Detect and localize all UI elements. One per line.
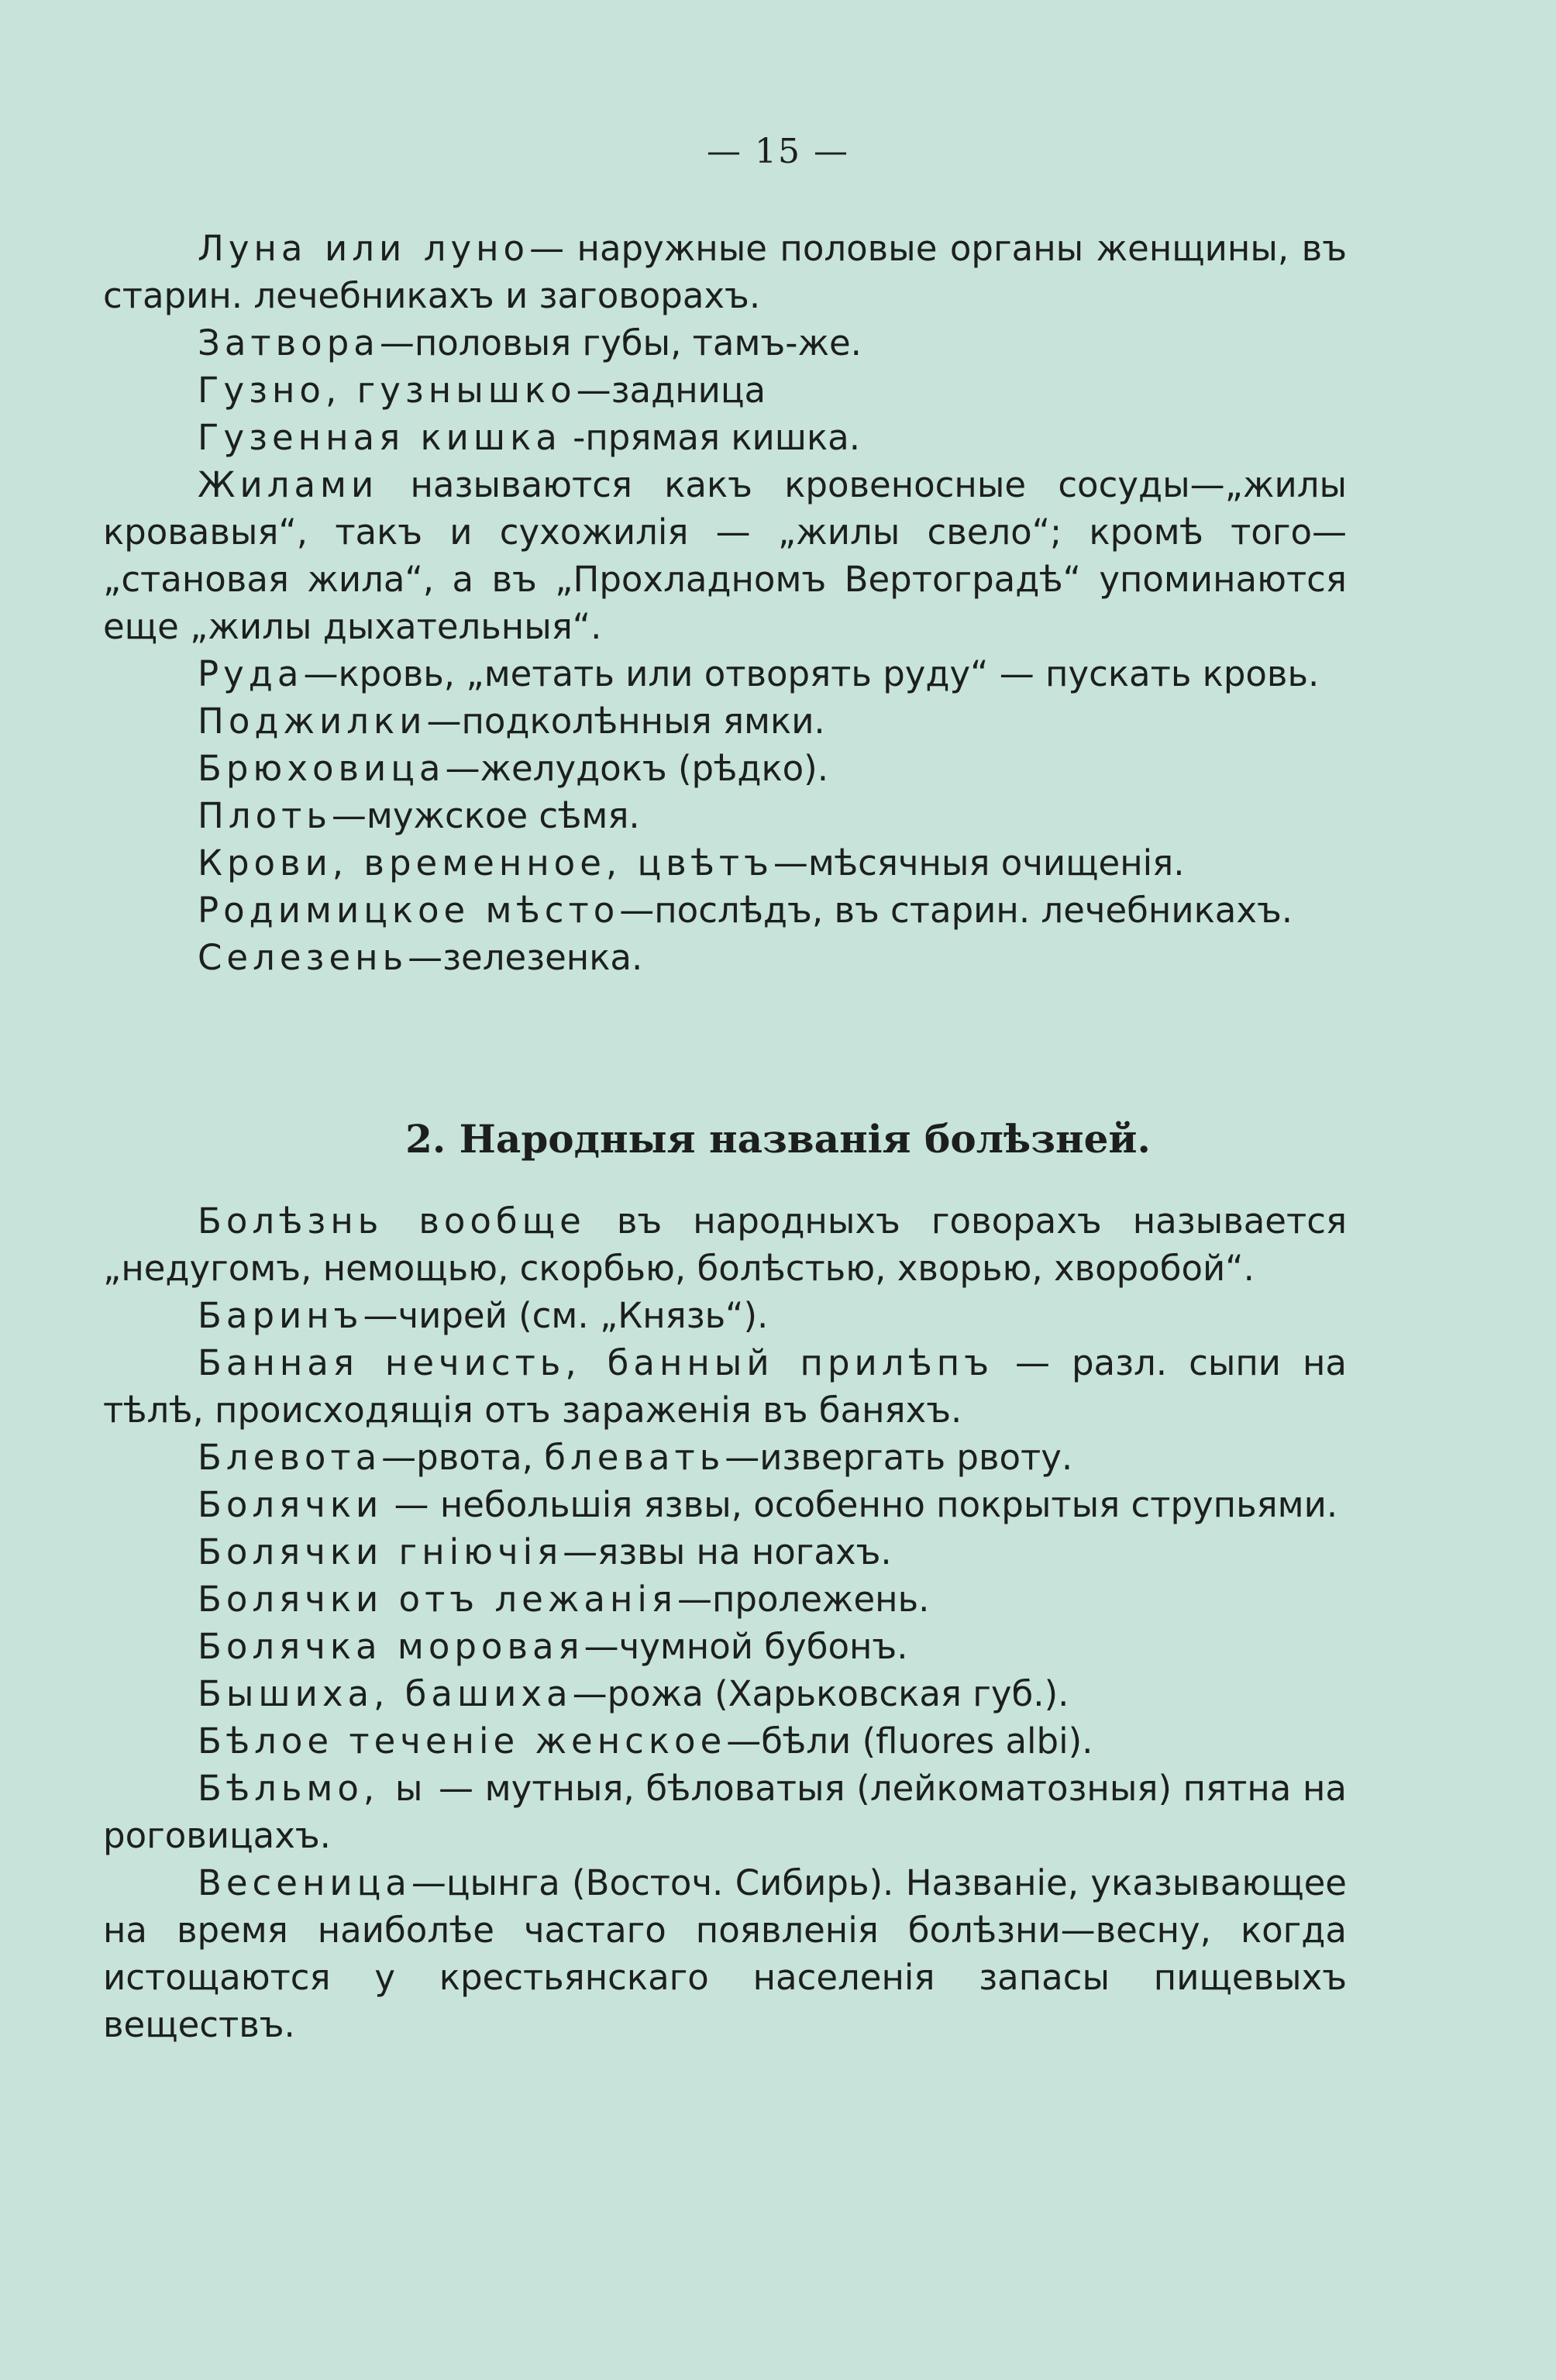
entry-term: блевать — [544, 1437, 725, 1478]
entry — [103, 367, 1347, 414]
entry — [103, 1197, 1347, 1292]
entry-text: называются какъ кровеносные сосуды—„жилы кровавыя“, такъ и сухожилія — „жилы свело“; кромѣ того—„становая жила“, а въ „Прохладномъ Вертоградѣ“ упоминаются еще „жилы дыхательныя“. — [103, 464, 1347, 647]
entry — [103, 1292, 1347, 1339]
entry-term: Весеница — [198, 1862, 411, 1903]
entry-term: Луна или луно — [198, 228, 530, 269]
entry — [103, 319, 1347, 367]
entry-text: — мутныя, бѣловатыя (лейкоматозныя) пятна на роговицахъ. — [103, 1768, 1347, 1856]
entry-text: —чирей (см. „Князь“). — [363, 1295, 769, 1336]
entry-text: —кровь, „метать или отворять руду“ — пускать кровь. — [303, 653, 1320, 694]
entry — [103, 1576, 1347, 1623]
entry-term: Баринъ — [198, 1295, 363, 1336]
entry — [103, 745, 1347, 792]
entry-text: — наружные половые органы женщины, въ старин. лечебникахъ и заговорахъ. — [103, 228, 1347, 316]
entry-text: —послѣдъ, въ старин. лечебникахъ. — [619, 890, 1293, 931]
page-number: — 15 — — [707, 132, 849, 171]
entry-term: Болячки гніючія — [198, 1531, 563, 1572]
entry-text: —цынга (Восточ. Сибирь). Названіе, указывающее на время наиболѣе частаго появленія болѣзни—весну, когда истощаются у крестьянскаго населенія запасы пищевыхъ веществъ. — [103, 1862, 1347, 2045]
entry-text: —желудокъ (рѣдко). — [445, 748, 829, 789]
entry-text: —чумной бубонъ. — [584, 1626, 908, 1667]
entry-term: Затвора — [198, 322, 380, 363]
entry — [103, 461, 1347, 650]
entry — [103, 1859, 1347, 2048]
entry — [103, 697, 1347, 745]
entry-term: Болячки — [198, 1484, 384, 1525]
entry-text: —задница — [576, 370, 766, 411]
entry-term: Поджилки — [198, 701, 427, 742]
entry-term: Гузно, гузнышко — [198, 370, 577, 411]
entry-text: —рожа (Харьковская губ.). — [572, 1673, 1069, 1714]
entry-term: Плоть — [198, 795, 332, 836]
entry-term: Жилами — [198, 464, 379, 505]
entry-text: въ народныхъ говорахъ называется „недугомъ, немощью, скорбью, болѣстью, хворью, хворобой“. — [103, 1200, 1348, 1289]
entry-term: Бышиха, башиха — [198, 1673, 573, 1714]
entry — [103, 839, 1347, 887]
entry-term: Болѣзнь вообще — [198, 1200, 586, 1242]
entry — [103, 1481, 1347, 1528]
entry-text: —извергать рвоту. — [725, 1437, 1073, 1478]
entry — [103, 792, 1347, 839]
section-body-anatomy — [103, 225, 1347, 981]
entry-text: —бѣли (fluores albi). — [726, 1720, 1093, 1762]
entry-term: Болячка моровая — [198, 1626, 584, 1667]
entry-term: Селезень — [198, 937, 408, 978]
entry-text: -прямая кишка. — [561, 417, 861, 458]
entry-text: —рвота, — [381, 1437, 545, 1478]
entry — [103, 1623, 1347, 1670]
entry-text: — небольшія язвы, особенно покрытыя струпьями. — [383, 1484, 1338, 1525]
entry-term: Блевота — [198, 1437, 382, 1478]
entry — [103, 1339, 1347, 1434]
entry — [103, 650, 1347, 697]
entry-term: Руда — [198, 653, 304, 694]
entry-text: —мужское сѣмя. — [331, 795, 640, 836]
entry-text: — разл. сыпи на тѣлѣ, происходящія отъ зараженія въ баняхъ. — [103, 1342, 1347, 1431]
entry-term: Брюховица — [198, 748, 446, 789]
entry-term: Банная нечисть, банный прилѣпъ — [198, 1342, 993, 1383]
entry — [103, 887, 1347, 934]
entry-term: Родимицкое мѣсто — [198, 890, 620, 931]
entry — [103, 1717, 1347, 1765]
entry — [103, 1528, 1347, 1576]
section-diseases — [103, 1197, 1347, 2048]
entry-text: —зелезенка. — [408, 937, 643, 978]
entry — [103, 934, 1347, 981]
entry-text: —язвы на ногахъ. — [563, 1531, 892, 1572]
entry-term: Бѣлое теченіе женское — [198, 1720, 727, 1762]
entry — [103, 225, 1347, 319]
entry-term: Крови, временное, цвѣтъ — [198, 842, 773, 883]
section-heading: 2. Народныя названія болѣзней. — [405, 1116, 1151, 1162]
entry-text: —мѣсячныя очищенія. — [773, 842, 1185, 883]
entry-text: —пролежень. — [676, 1579, 930, 1620]
entry — [103, 1670, 1347, 1717]
entry-term: Гузенная кишка — [198, 417, 562, 458]
entry-text: —подколѣнныя ямки. — [426, 701, 825, 742]
entry — [103, 1434, 1347, 1481]
entry-term: Бѣльмо, ы — [198, 1768, 428, 1809]
entry-text: —половыя губы, тамъ-же. — [379, 322, 862, 363]
entry-term: Болячки отъ лежанія — [198, 1579, 677, 1620]
entry — [103, 414, 1347, 461]
entry — [103, 1765, 1347, 1859]
